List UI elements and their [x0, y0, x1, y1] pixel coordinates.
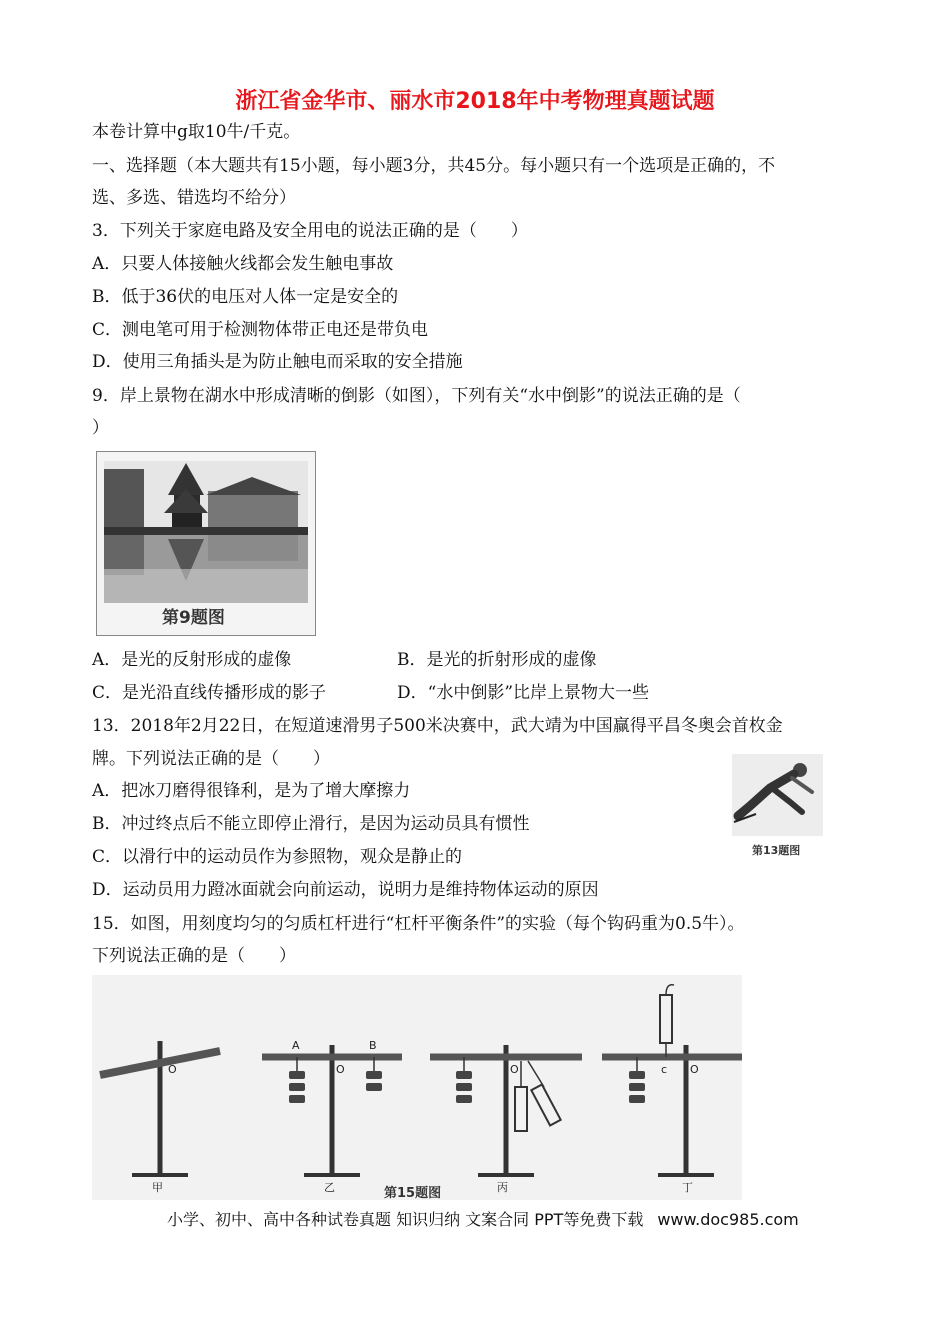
q15-label-b: B — [369, 1039, 377, 1052]
q13-option-a: A．把冰刀磨得很锋利，是为了增大摩擦力 — [92, 781, 411, 801]
q15-label-c: c — [661, 1063, 668, 1076]
q15-stem-line2: 下列说法正确的是（ ） — [92, 946, 296, 966]
page-footer — [167, 1207, 799, 1230]
intro-text: 本卷计算中g取10牛/千克。 — [92, 122, 301, 142]
q15-label-o-yi: O — [336, 1063, 345, 1076]
q15-label-ding: 丁 — [682, 1181, 693, 1194]
q9-option-d: D．“水中倒影”比岸上景物大一些 — [397, 683, 650, 703]
q13-stem-line2: 牌。下列说法正确的是（ ） — [92, 749, 330, 769]
q15-label-o-bing: O — [510, 1063, 519, 1076]
q9-option-c: C．是光沿直线传播形成的影子 — [92, 683, 327, 703]
q9-figure-caption: 第9题图 — [162, 608, 225, 628]
q9-stem-line1: 9．岸上景物在湖水中形成清晰的倒影（如图），下列有关“水中倒影”的说法正确的是（ — [92, 386, 741, 406]
section-heading-line1: 一、选择题（本大题共有15小题，每小题3分，共45分。每小题只有一个选项是正确的，不 — [92, 156, 776, 176]
footer-url-link[interactable]: www.doc985.com — [657, 1210, 799, 1229]
section-heading-line2: 选、多选、错选均不给分） — [92, 188, 296, 208]
q13-option-b: B．冲过终点后不能立即停止滑行，是因为运动员具有惯性 — [92, 814, 530, 834]
q15-label-o-ding: O — [690, 1063, 699, 1076]
q3-option-b: B．低于36伏的电压对人体一定是安全的 — [92, 287, 399, 307]
q3-option-d: D．使用三角插头是为防止触电而采取的安全措施 — [92, 352, 463, 372]
q15-stem-line1: 15．如图，用刻度均匀的匀质杠杆进行“杠杆平衡条件”的实验（每个钩码重为0.5牛）。 — [92, 914, 745, 934]
q15-label-bing: 丙 — [497, 1181, 508, 1194]
q9-figure — [96, 451, 316, 640]
q13-option-c: C．以滑行中的运动员作为参照物，观众是静止的 — [92, 847, 463, 867]
q9-option-a: A．是光的反射形成的虚像 — [92, 650, 292, 670]
q3-stem: 3．下列关于家庭电路及安全用电的说法正确的是（ ） — [92, 221, 528, 241]
q15-label-a: A — [292, 1039, 300, 1052]
q15-label-o-jia: O — [168, 1063, 177, 1076]
q9-stem-line2: ） — [92, 418, 109, 438]
q13-stem-line1: 13．2018年2月22日，在短道速滑男子500米决赛中，武大靖为中国赢得平昌冬奥会首枚金 — [92, 716, 783, 736]
q15-label-jia: 甲 — [152, 1181, 163, 1194]
q13-option-d: D．运动员用力蹬冰面就会向前运动，说明力是维持物体运动的原因 — [92, 880, 599, 900]
q9-option-b: B．是光的折射形成的虚像 — [397, 650, 597, 670]
q13-figure-caption: 第13题图 — [752, 844, 801, 857]
footer-text: 小学、初中、高中各种试卷真题 知识归纳 文案合同 PPT等免费下载 — [167, 1210, 644, 1229]
q15-label-yi: 乙 — [324, 1181, 335, 1194]
q3-option-a: A．只要人体接触火线都会发生触电事故 — [92, 254, 394, 274]
q15-figure — [92, 975, 742, 1204]
q3-option-c: C．测电笔可用于检测物体带正电还是带负电 — [92, 320, 429, 340]
page-title: 浙江省金华市、丽水市2018年中考物理真题试题 — [235, 89, 715, 114]
q13-figure — [730, 752, 825, 866]
q15-figure-caption: 第15题图 — [384, 1186, 442, 1200]
